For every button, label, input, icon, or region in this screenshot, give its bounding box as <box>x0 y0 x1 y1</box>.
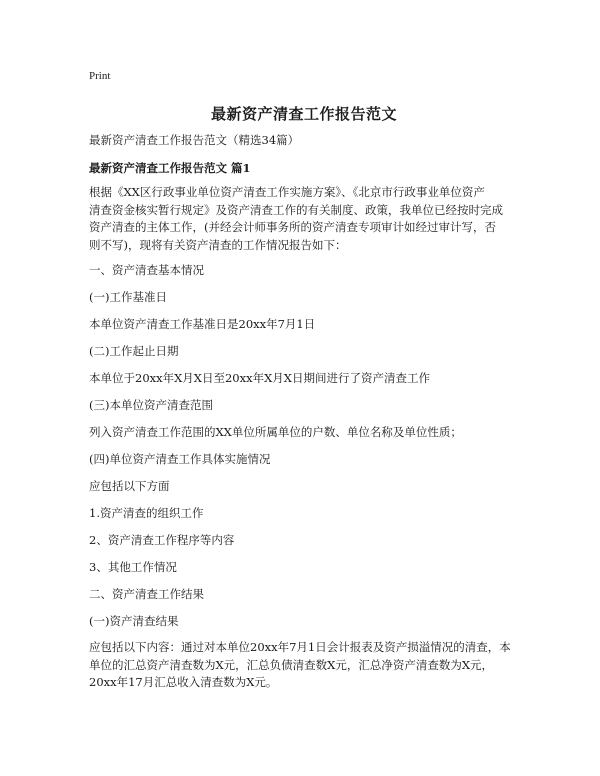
text-line: 本单位资产清查工作基准日是20xx年7月1日 <box>89 317 316 331</box>
text-line: (三)本单位资产清查范围 <box>89 398 213 412</box>
text-line: (一)资产清查结果 <box>89 614 179 628</box>
text-line: 应包括以下方面 <box>89 479 170 493</box>
document-subtitle: 最新资产清查工作报告范文（精选34篇） <box>89 133 300 147</box>
text-line: (四)单位资产清查工作具体实施情况 <box>89 452 271 466</box>
section-heading: 最新资产清查工作报告范文 篇1 <box>89 161 251 175</box>
text-line: 3、其他工作情况 <box>89 560 177 574</box>
text-line: (二)工作起止日期 <box>89 344 179 358</box>
text-line: 2、资产清查工作程序等内容 <box>89 533 235 547</box>
text-line: 列入资产清查工作范围的XX单位所属单位的户数、单位名称及单位性质； <box>89 425 462 439</box>
text-line: 本单位于20xx年X月X日至20xx年X月X日期间进行了资产清查工作 <box>89 371 430 385</box>
document-title: 最新资产清查工作报告范文 <box>210 105 397 123</box>
result-paragraph: 应包括以下内容：通过对本单位20xx年7月1日会计报表及资产损溢情况的清查，本 单位的汇总资产清查数为X元，汇总负债清查数X元，汇总净资产清查数为X元， 20xx年17月汇总收入清查数为X元。 <box>89 640 511 689</box>
text-line: 1.资产清查的组织工作 <box>89 506 204 520</box>
text-line: (一)工作基准日 <box>89 290 167 304</box>
intro-paragraph: 根据《XX区行政事业单位资产清查工作实施方案》、《北京市行政事业单位资产 清查资金核实暂行规定》及资产清查工作的有关制度、政策，我单位已经按时完成 资产清查的主体工作，(并经会计师事务所的资产清查专项审计如经过审计写，否 则不写)，现将有关资产清查的工作情况报告如下： <box>89 185 503 252</box>
text-line: 二、资产清查工作结果 <box>89 587 204 601</box>
print-label: Print <box>89 70 111 82</box>
text-line: 一、资产清查基本情况 <box>89 263 204 277</box>
